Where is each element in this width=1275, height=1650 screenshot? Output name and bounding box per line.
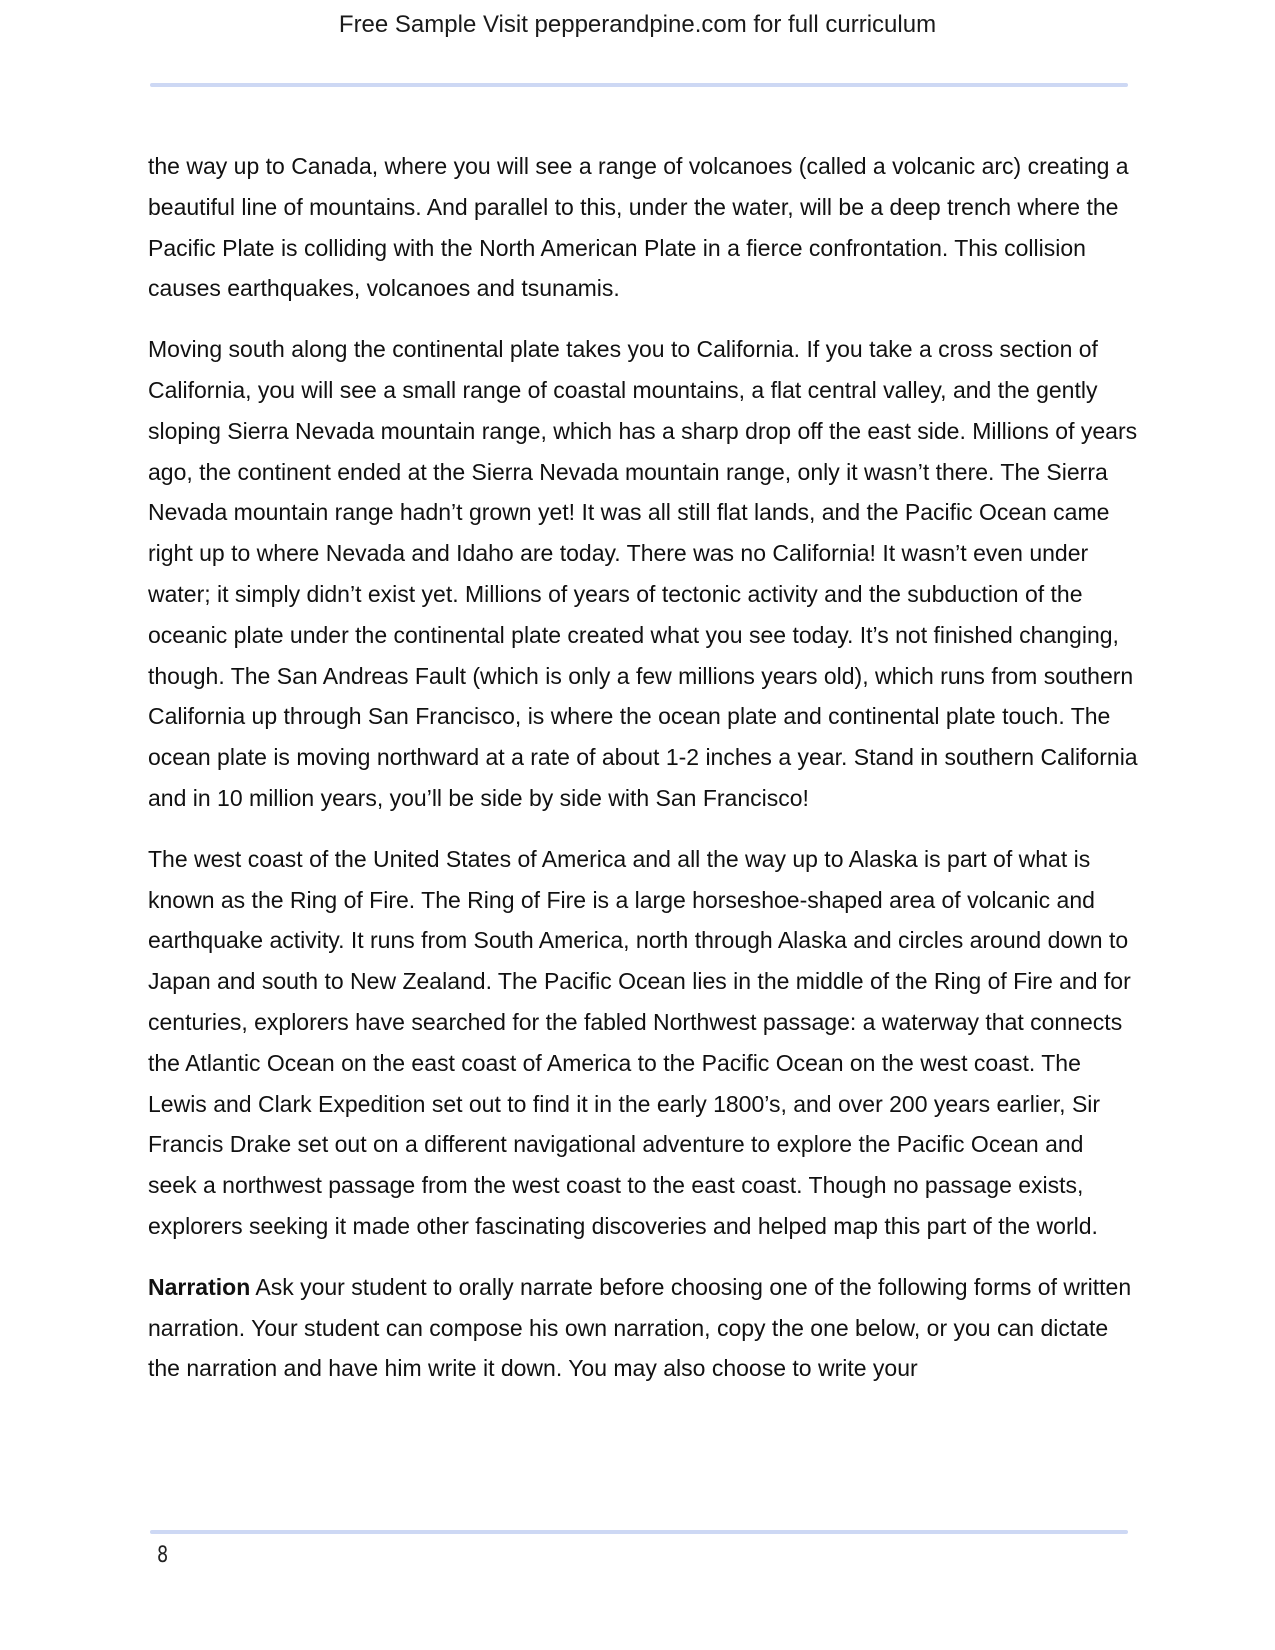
paragraph-california: Moving south along the continental plate takes you to California. If you take a cross section of California, you will see a small range of coastal mountains, a flat central valley, and the gently sloping Sierra Nevada mountain range, which has a sharp drop off the east side. Millions of years ago, the continent ended at the Sierra Nevada mountain range, only it wasn’t there. The Sierra Nevada mountain range hadn’t grown yet! It was all still flat lands, and the Pacific Ocean came right up to where Nevada and Idaho are today. There was no California! It wasn’t even under water; it simply didn’t exist yet. Millions of years of tectonic activity and the subduction of the oceanic plate under the continental plate created what you see today. It’s not finished changing, though. The San Andreas Fault (which is only a few millions years old), which runs from southern California up through San Francisco, is where the ocean plate and continental plate touch. The ocean plate is moving northward at a rate of about 1-2 inches a year. Stand in southern California and in 10 million years, you’ll be side by side with San Francisco!	[148, 336, 1138, 811]
narration-heading: Narration	[148, 1273, 251, 1300]
page-header: Free Sample Visit pepperandpine.com for full curriculum	[338, 11, 937, 38]
footer-divider	[150, 1530, 1128, 1534]
paragraph-narration	[148, 1267, 1138, 1389]
narration-text: Ask your student to orally narrate before choosing one of the following forms of written narration. Your student can compose his own narration, copy the one below, or you can dictate the narration and have him write it down. You may also choose to write your	[148, 1273, 1132, 1382]
paragraph-volcanic-arc: the way up to Canada, where you will see a range of volcanoes (called a volcanic arc) creating a beautiful line of mountains. And parallel to this, under the water, will be a deep trench where the Pacific Plate is colliding with the North American Plate in a fierce confrontation. This collision causes earthquakes, volcanoes and tsunamis.	[148, 153, 1129, 302]
header-divider	[150, 83, 1128, 87]
paragraph-ring-of-fire: The west coast of the United States of America and all the way up to Alaska is part of what is known as the Ring of Fire. The Ring of Fire is a large horseshoe-shaped area of volcanic and earthquake activity. It runs from South America, north through Alaska and circles around down to Japan and south to New Zealand. The Pacific Ocean lies in the middle of the Ring of Fire and for centuries, explorers have searched for the fabled Northwest passage: a waterway that connects the Atlantic Ocean on the east coast of America to the Pacific Ocean on the west coast. The Lewis and Clark Expedition set out to find it in the early 1800’s, and over 200 years earlier, Sir Francis Drake set out on a different navigational adventure to explore the Pacific Ocean and seek a northwest passage from the west coast to the east coast. Though no passage exists, explorers seeking it made other fascinating discoveries and helped map this part of the world.	[148, 845, 1131, 1239]
document-body	[148, 146, 1138, 1409]
page-number: 8	[157, 1543, 169, 1568]
